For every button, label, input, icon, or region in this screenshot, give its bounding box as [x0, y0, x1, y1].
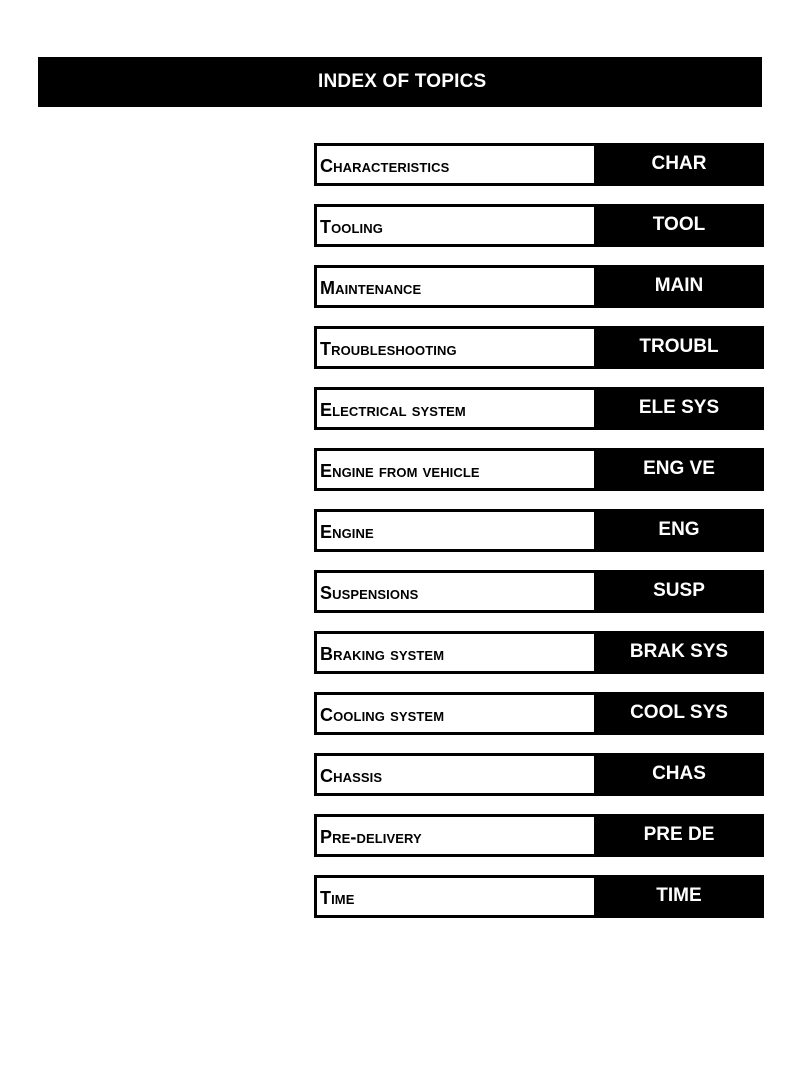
topic-code-tab[interactable]: CHAR: [594, 143, 764, 186]
topic-code-tab[interactable]: TIME: [594, 875, 764, 918]
topic-row-pre-delivery[interactable]: [314, 814, 764, 857]
topic-name: Chassis: [314, 753, 594, 796]
topic-name: Tooling: [314, 204, 594, 247]
topic-code-tab[interactable]: COOL SYS: [594, 692, 764, 735]
topic-name: Time: [314, 875, 594, 918]
topic-name: Troubleshooting: [314, 326, 594, 369]
topic-row-suspensions[interactable]: [314, 570, 764, 613]
header-bar: [38, 57, 762, 107]
page-title: INDEX OF TOPICS: [318, 71, 487, 92]
topic-code-tab[interactable]: PRE DE: [594, 814, 764, 857]
topic-row-electrical-system[interactable]: [314, 387, 764, 430]
topic-row-chassis[interactable]: [314, 753, 764, 796]
topic-name: Engine from vehicle: [314, 448, 594, 491]
topic-row-characteristics[interactable]: [314, 143, 764, 186]
topic-row-maintenance[interactable]: [314, 265, 764, 308]
topic-name: Braking system: [314, 631, 594, 674]
topic-name: Cooling system: [314, 692, 594, 735]
topic-name: Maintenance: [314, 265, 594, 308]
topic-name: Suspensions: [314, 570, 594, 613]
topic-code-tab[interactable]: ENG: [594, 509, 764, 552]
topic-code-tab[interactable]: SUSP: [594, 570, 764, 613]
topic-code-tab[interactable]: ENG VE: [594, 448, 764, 491]
topic-row-braking-system[interactable]: [314, 631, 764, 674]
topic-code-tab[interactable]: BRAK SYS: [594, 631, 764, 674]
topic-code-tab[interactable]: MAIN: [594, 265, 764, 308]
topic-code-tab[interactable]: CHAS: [594, 753, 764, 796]
topic-row-engine[interactable]: [314, 509, 764, 552]
topic-code-tab[interactable]: ELE SYS: [594, 387, 764, 430]
topic-name: Pre-delivery: [314, 814, 594, 857]
topic-name: Engine: [314, 509, 594, 552]
topic-index-list: [314, 143, 764, 936]
topic-row-engine-from-vehicle[interactable]: [314, 448, 764, 491]
topic-row-cooling-system[interactable]: [314, 692, 764, 735]
topic-row-time[interactable]: [314, 875, 764, 918]
topic-code-tab[interactable]: TOOL: [594, 204, 764, 247]
topic-code-tab[interactable]: TROUBL: [594, 326, 764, 369]
topic-name: Characteristics: [314, 143, 594, 186]
topic-row-tooling[interactable]: [314, 204, 764, 247]
topic-row-troubleshooting[interactable]: [314, 326, 764, 369]
topic-name: Electrical system: [314, 387, 594, 430]
